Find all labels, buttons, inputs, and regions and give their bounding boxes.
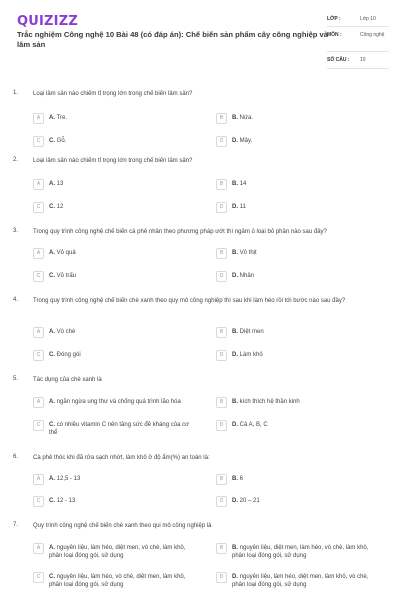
option-letter: B. bbox=[232, 115, 238, 121]
quizizz-logo: QUIZIZZ bbox=[17, 14, 78, 29]
question-text: Trong quy trình công nghệ chế biến cà phê nhân theo phương pháp ướt thì ngâm ủ loại bỏ phần nào sau đây? bbox=[33, 229, 327, 235]
option-badge: A bbox=[33, 327, 44, 338]
question-number: 4. bbox=[13, 297, 19, 303]
option-letter: C. bbox=[49, 574, 55, 580]
option-badge: A bbox=[33, 248, 44, 259]
question-number: 7. bbox=[13, 522, 19, 528]
option-letter: D. bbox=[232, 574, 238, 580]
option-badge: D bbox=[216, 496, 227, 507]
option-text: nguyên liệu, diệt men, làm héo, vò chè, làm khô, phân loại đóng gói, sử dụng bbox=[232, 545, 369, 559]
option-badge: A bbox=[33, 113, 44, 124]
option-text: kích thích hệ thần kinh bbox=[239, 399, 300, 405]
option-text: 20 – 21 bbox=[239, 498, 260, 504]
option-text: Đóng gói bbox=[56, 352, 81, 358]
option-letter: C. bbox=[49, 138, 55, 144]
option-letter: A. bbox=[49, 545, 55, 551]
option-text: Vỏ quả bbox=[56, 250, 76, 256]
option-badge: B bbox=[216, 397, 227, 408]
option-badge: B bbox=[216, 179, 227, 190]
question-text: Cà phê thóc khi đã rửa sạch nhớt, làm khô ở độ ẩm(%) an toàn là: bbox=[33, 455, 210, 461]
question-text: Loại lâm sản nào chiếm tỉ trọng lớn trong chế biến lâm sản? bbox=[33, 158, 193, 164]
option-badge: C bbox=[33, 420, 44, 431]
subject-value: Công nghệ bbox=[360, 32, 385, 38]
option-text: Diệt men bbox=[239, 329, 264, 335]
option-text: Gỗ. bbox=[56, 138, 67, 144]
class-value: Lớp 10 bbox=[360, 16, 376, 22]
option-letter: C. bbox=[49, 273, 55, 279]
option-letter: D. bbox=[232, 422, 238, 428]
option-text: có nhiều vitamin C nên tăng sức đề kháng của cơ thể bbox=[49, 422, 190, 436]
option-letter: A. bbox=[49, 329, 55, 335]
option-text: Mây. bbox=[239, 138, 253, 144]
option-text: Nứa. bbox=[239, 115, 254, 121]
option-text: Vỏ thịt bbox=[239, 250, 257, 256]
option-letter: B. bbox=[232, 476, 238, 482]
question-text: Quy trình công nghệ chế biến chè xanh theo qui mô công nghiệp là bbox=[33, 523, 212, 529]
option-badge: C bbox=[33, 350, 44, 361]
option-text: 14 bbox=[239, 181, 247, 187]
meta-row-question-count bbox=[327, 53, 389, 69]
option-letter: A. bbox=[49, 115, 55, 121]
option-letter: A. bbox=[49, 250, 55, 256]
worksheet-header bbox=[0, 0, 400, 76]
option-badge: D bbox=[216, 202, 227, 213]
option-text: Vỏ trấu bbox=[56, 273, 77, 279]
option-letter: D. bbox=[232, 138, 238, 144]
option-badge: A bbox=[33, 179, 44, 190]
meta-panel bbox=[327, 12, 389, 69]
option-text: 12,5 - 13 bbox=[56, 476, 81, 482]
option-text: 11 bbox=[239, 204, 246, 210]
option-badge: B bbox=[216, 248, 227, 259]
option-letter: C. bbox=[49, 204, 55, 210]
question-text: Trong quy trình công nghệ chế biến chè xanh theo quy mô công nghiệp thì sau khi làm héo rồi tới bước nào sau đây? bbox=[33, 298, 346, 304]
option-badge: A bbox=[33, 543, 44, 554]
meta-row-class bbox=[327, 12, 389, 27]
question-number: 1. bbox=[13, 90, 19, 96]
option-text: Làm khô bbox=[239, 352, 263, 358]
option-badge: B bbox=[216, 113, 227, 124]
option-text: ngăn ngừa ung thư và chống quá trình lão hóa bbox=[56, 399, 181, 405]
option-badge: D bbox=[216, 572, 227, 583]
option-badge: B bbox=[216, 543, 227, 554]
option-letter: C. bbox=[49, 352, 55, 358]
option-badge: D bbox=[216, 136, 227, 147]
question-number: 6. bbox=[13, 454, 19, 460]
question-number: 5. bbox=[13, 376, 19, 382]
option-badge: B bbox=[216, 327, 227, 338]
option-letter: B. bbox=[232, 250, 238, 256]
option-letter: B. bbox=[232, 181, 238, 187]
option-badge: D bbox=[216, 350, 227, 361]
option-letter: D. bbox=[232, 352, 238, 358]
option-text: 12 - 13 bbox=[56, 498, 76, 504]
option-text: nguyên liệu, làm héo, diệt men, vò chè, làm khô, phân loại đóng gói, sử dụng bbox=[49, 545, 186, 559]
option-letter: B. bbox=[232, 329, 238, 335]
option-badge: A bbox=[33, 397, 44, 408]
option-letter: D. bbox=[232, 204, 238, 210]
question-count-value: 10 bbox=[360, 57, 366, 63]
page-title: Trắc nghiệm Công nghệ 10 Bài 48 (có đáp án): Chế biến sản phẩm cây công nghiệp và lâm sản bbox=[17, 30, 328, 49]
option-text: Vò chè bbox=[56, 329, 76, 335]
subject-label: MÔN : bbox=[327, 32, 342, 38]
option-letter: A. bbox=[49, 399, 55, 405]
option-letter: C. bbox=[49, 422, 55, 428]
option-letter: A. bbox=[49, 476, 55, 482]
option-text: 12 bbox=[56, 204, 64, 210]
option-letter: D. bbox=[232, 498, 238, 504]
class-label: LỚP : bbox=[327, 16, 341, 22]
option-letter: A. bbox=[49, 181, 55, 187]
option-text: nguyên liệu, làm héo, vò chè, diệt men, làm khô, phân loại đóng gói, sử dụng bbox=[49, 574, 186, 588]
question-text: Loại lâm sản nào chiếm tỉ trọng lớn trong chế biến lâm sản? bbox=[33, 91, 193, 97]
option-badge: C bbox=[33, 496, 44, 507]
meta-row-subject bbox=[327, 28, 389, 52]
option-badge: A bbox=[33, 474, 44, 485]
question-count-label: SỐ CÂU : bbox=[327, 57, 350, 63]
option-badge: C bbox=[33, 572, 44, 583]
option-text: Tre. bbox=[56, 115, 68, 121]
option-badge: D bbox=[216, 420, 227, 431]
option-text: 6 bbox=[239, 476, 244, 482]
option-badge: C bbox=[33, 136, 44, 147]
option-text: nguyên liệu, làm héo, diệt men, làm khô, vò chè, phân loại đóng gói, sử dụng bbox=[232, 574, 369, 588]
option-text: 13 bbox=[56, 181, 64, 187]
option-badge: C bbox=[33, 271, 44, 282]
option-badge: B bbox=[216, 474, 227, 485]
option-text: Cả A, B, C bbox=[239, 422, 268, 428]
option-letter: D. bbox=[232, 273, 238, 279]
option-letter: B. bbox=[232, 399, 238, 405]
question-number: 3. bbox=[13, 228, 19, 234]
question-text: Tác dụng của chè xanh là bbox=[33, 377, 102, 383]
option-badge: D bbox=[216, 271, 227, 282]
option-badge: C bbox=[33, 202, 44, 213]
question-number: 2. bbox=[13, 157, 19, 163]
option-text: Nhân bbox=[239, 273, 255, 279]
option-letter: B. bbox=[232, 545, 238, 551]
option-letter: C. bbox=[49, 498, 55, 504]
